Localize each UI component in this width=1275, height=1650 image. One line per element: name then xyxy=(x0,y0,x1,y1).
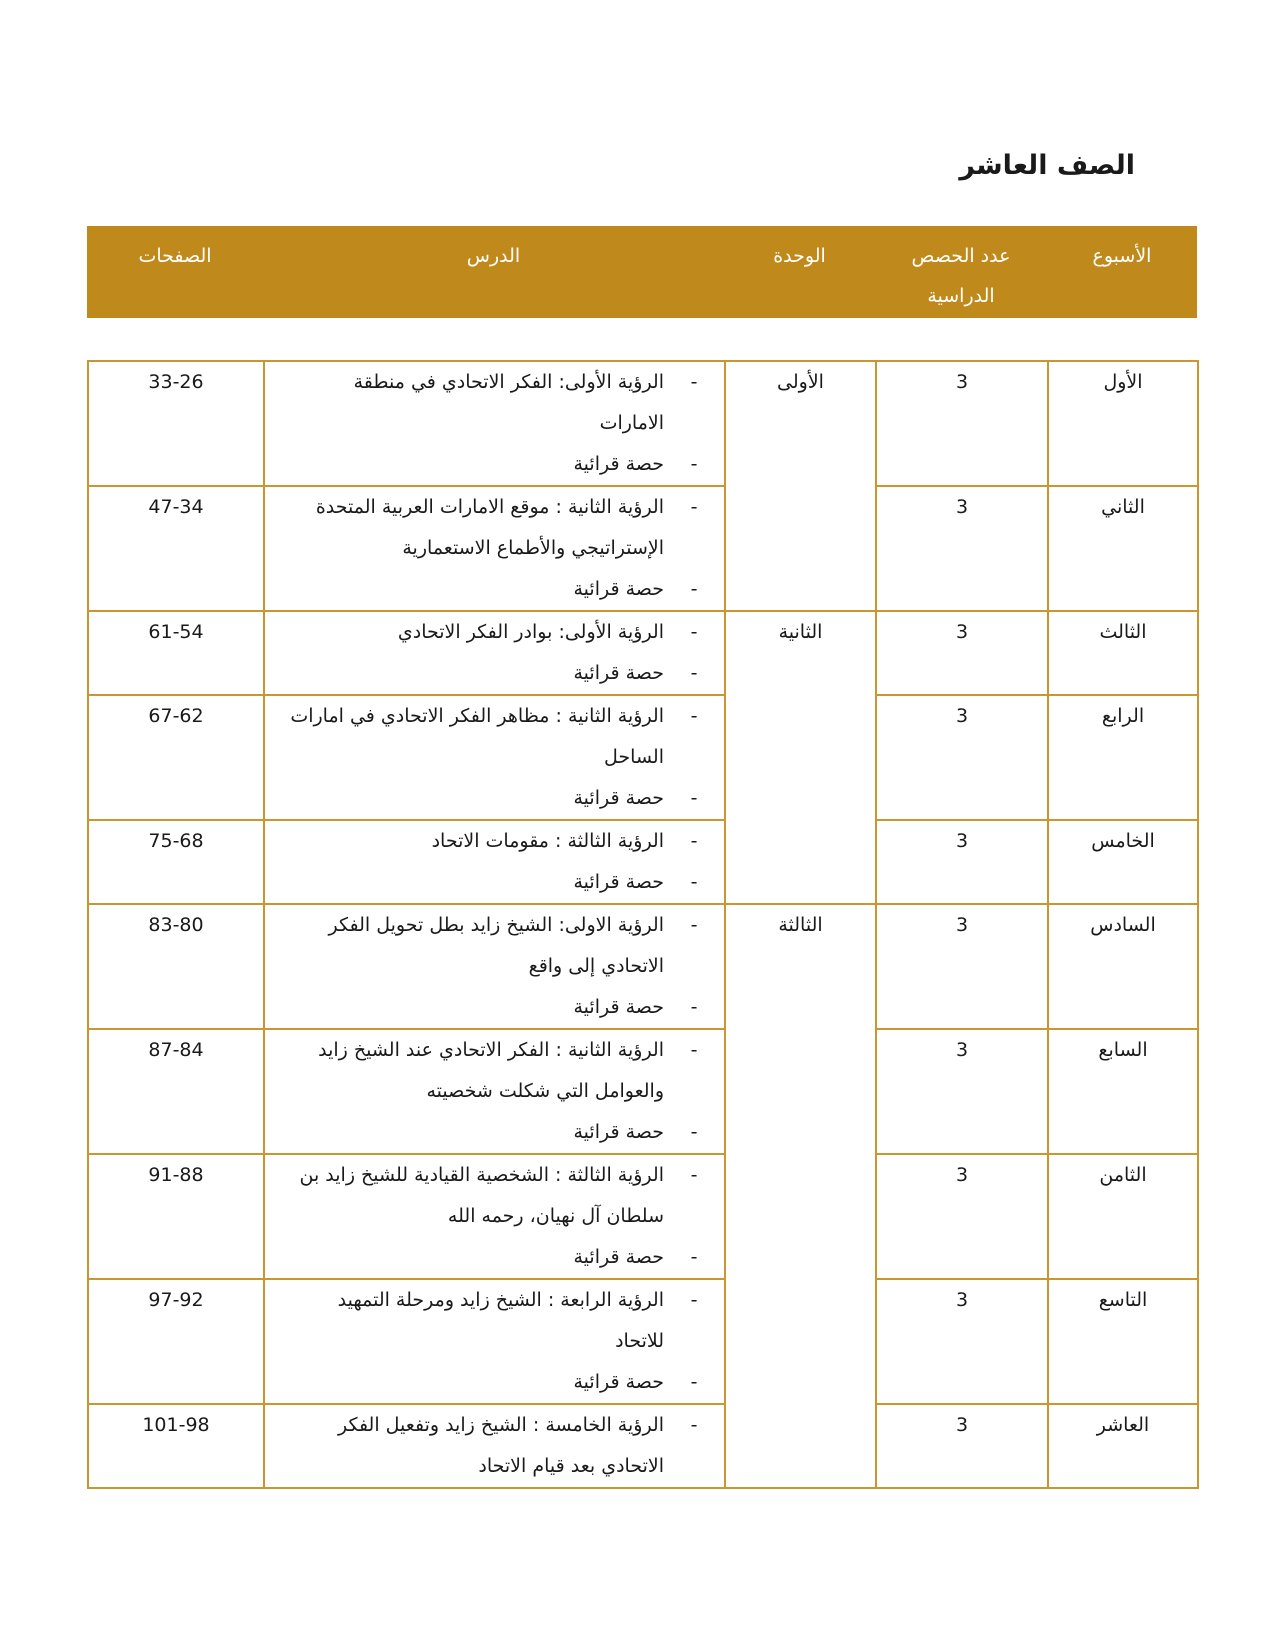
unit-cell: الأولى xyxy=(725,361,876,611)
lesson-cell xyxy=(264,904,725,1029)
lesson-cell xyxy=(264,611,725,695)
pages-cell: 47-34 xyxy=(88,486,264,611)
lesson-item: - الرؤية الثانية : الفكر الاتحادي عند الشيخ زايد والعوامل التي شكلت شخصيته xyxy=(318,1039,698,1102)
schedule-table xyxy=(87,360,1199,1489)
count-cell: 3 xyxy=(876,611,1048,695)
unit-cell: الثالثة xyxy=(725,904,876,1488)
table-row xyxy=(88,361,1198,486)
week-cell: العاشر xyxy=(1048,1404,1198,1488)
page-title: الصف العاشر xyxy=(959,150,1135,181)
pages-cell: 33-26 xyxy=(88,361,264,486)
count-cell: 3 xyxy=(876,1279,1048,1404)
lesson-item: - حصة قرائية xyxy=(573,787,698,809)
pages-cell: 67-62 xyxy=(88,695,264,820)
table-row xyxy=(88,904,1198,1029)
lesson-item: - حصة قرائية xyxy=(573,578,698,600)
week-cell: الرابع xyxy=(1048,695,1198,820)
lesson-item: - حصة قرائية xyxy=(573,871,698,893)
count-cell: 3 xyxy=(876,361,1048,486)
table-row xyxy=(88,1404,1198,1488)
lesson-item: - الرؤية الاولى: الشيخ زايد بطل تحويل الفكر الاتحادي إلى واقع xyxy=(328,914,698,977)
lesson-cell xyxy=(264,486,725,611)
pages-cell: 101-98 xyxy=(88,1404,264,1488)
pages-cell: 91-88 xyxy=(88,1154,264,1279)
header-unit: الوحدة xyxy=(773,245,826,267)
count-cell: 3 xyxy=(876,1404,1048,1488)
header-week: الأسبوع xyxy=(1092,245,1152,267)
table-row xyxy=(88,486,1198,611)
pages-cell: 75-68 xyxy=(88,820,264,904)
count-cell: 3 xyxy=(876,904,1048,1029)
table-row xyxy=(88,1279,1198,1404)
lesson-cell xyxy=(264,1154,725,1279)
pages-cell: 83-80 xyxy=(88,904,264,1029)
table-row xyxy=(88,1029,1198,1154)
table-row xyxy=(88,1154,1198,1279)
pages-cell: 87-84 xyxy=(88,1029,264,1154)
lesson-item: - حصة قرائية xyxy=(573,1371,698,1393)
lesson-cell xyxy=(264,1279,725,1404)
lesson-cell xyxy=(264,820,725,904)
lesson-item: - الرؤية الرابعة : الشيخ زايد ومرحلة التمهيد للاتحاد xyxy=(337,1289,698,1352)
lesson-cell xyxy=(264,1404,725,1488)
lesson-cell xyxy=(264,1029,725,1154)
count-cell: 3 xyxy=(876,1154,1048,1279)
lesson-cell xyxy=(264,361,725,486)
unit-cell: الثانية xyxy=(725,611,876,904)
table-row xyxy=(88,820,1198,904)
lesson-item: - حصة قرائية xyxy=(573,1121,698,1143)
pages-cell: 97-92 xyxy=(88,1279,264,1404)
count-cell: 3 xyxy=(876,695,1048,820)
table-header xyxy=(87,226,1197,318)
week-cell: السادس xyxy=(1048,904,1198,1029)
lesson-item: - الرؤية الخامسة : الشيخ زايد وتفعيل الفكر الاتحادي بعد قيام الاتحاد xyxy=(337,1414,698,1477)
lesson-item: - حصة قرائية xyxy=(573,662,698,684)
lesson-cell xyxy=(264,695,725,820)
lesson-item: - حصة قرائية xyxy=(573,996,698,1018)
week-cell: الثالث xyxy=(1048,611,1198,695)
lesson-item: - حصة قرائية xyxy=(573,1246,698,1268)
week-cell: الخامس xyxy=(1048,820,1198,904)
week-cell: السابع xyxy=(1048,1029,1198,1154)
count-cell: 3 xyxy=(876,486,1048,611)
header-count-line1: عدد الحصص xyxy=(911,245,1011,267)
lesson-item: - الرؤية الثانية : مظاهر الفكر الاتحادي في امارات الساحل xyxy=(290,705,698,768)
week-cell: التاسع xyxy=(1048,1279,1198,1404)
header-lesson: الدرس xyxy=(466,245,521,267)
week-cell: الأول xyxy=(1048,361,1198,486)
week-cell: الثامن xyxy=(1048,1154,1198,1279)
lesson-item: - الرؤية الثالثة : مقومات الاتحاد xyxy=(431,830,698,852)
lesson-item: - الرؤية الثالثة : الشخصية القيادية للشيخ زايد بن سلطان آل نهيان، رحمه الله xyxy=(299,1164,698,1227)
table-row xyxy=(88,695,1198,820)
count-cell: 3 xyxy=(876,1029,1048,1154)
count-cell: 3 xyxy=(876,820,1048,904)
lesson-item: - الرؤية الثانية : موقع الامارات العربية المتحدة الإستراتيجي والأطماع الاستعمارية xyxy=(315,496,698,559)
pages-cell: 61-54 xyxy=(88,611,264,695)
lesson-item: - حصة قرائية xyxy=(573,453,698,475)
lesson-item: - الرؤية الأولى: الفكر الاتحادي في منطقة الامارات xyxy=(353,371,698,434)
header-pages: الصفحات xyxy=(138,245,212,267)
week-cell: الثاني xyxy=(1048,486,1198,611)
header-count xyxy=(875,236,1047,316)
header-count-line2: الدراسية xyxy=(927,285,995,307)
table-row xyxy=(88,611,1198,695)
lesson-item: - الرؤية الأولى: بوادر الفكر الاتحادي xyxy=(397,621,698,643)
